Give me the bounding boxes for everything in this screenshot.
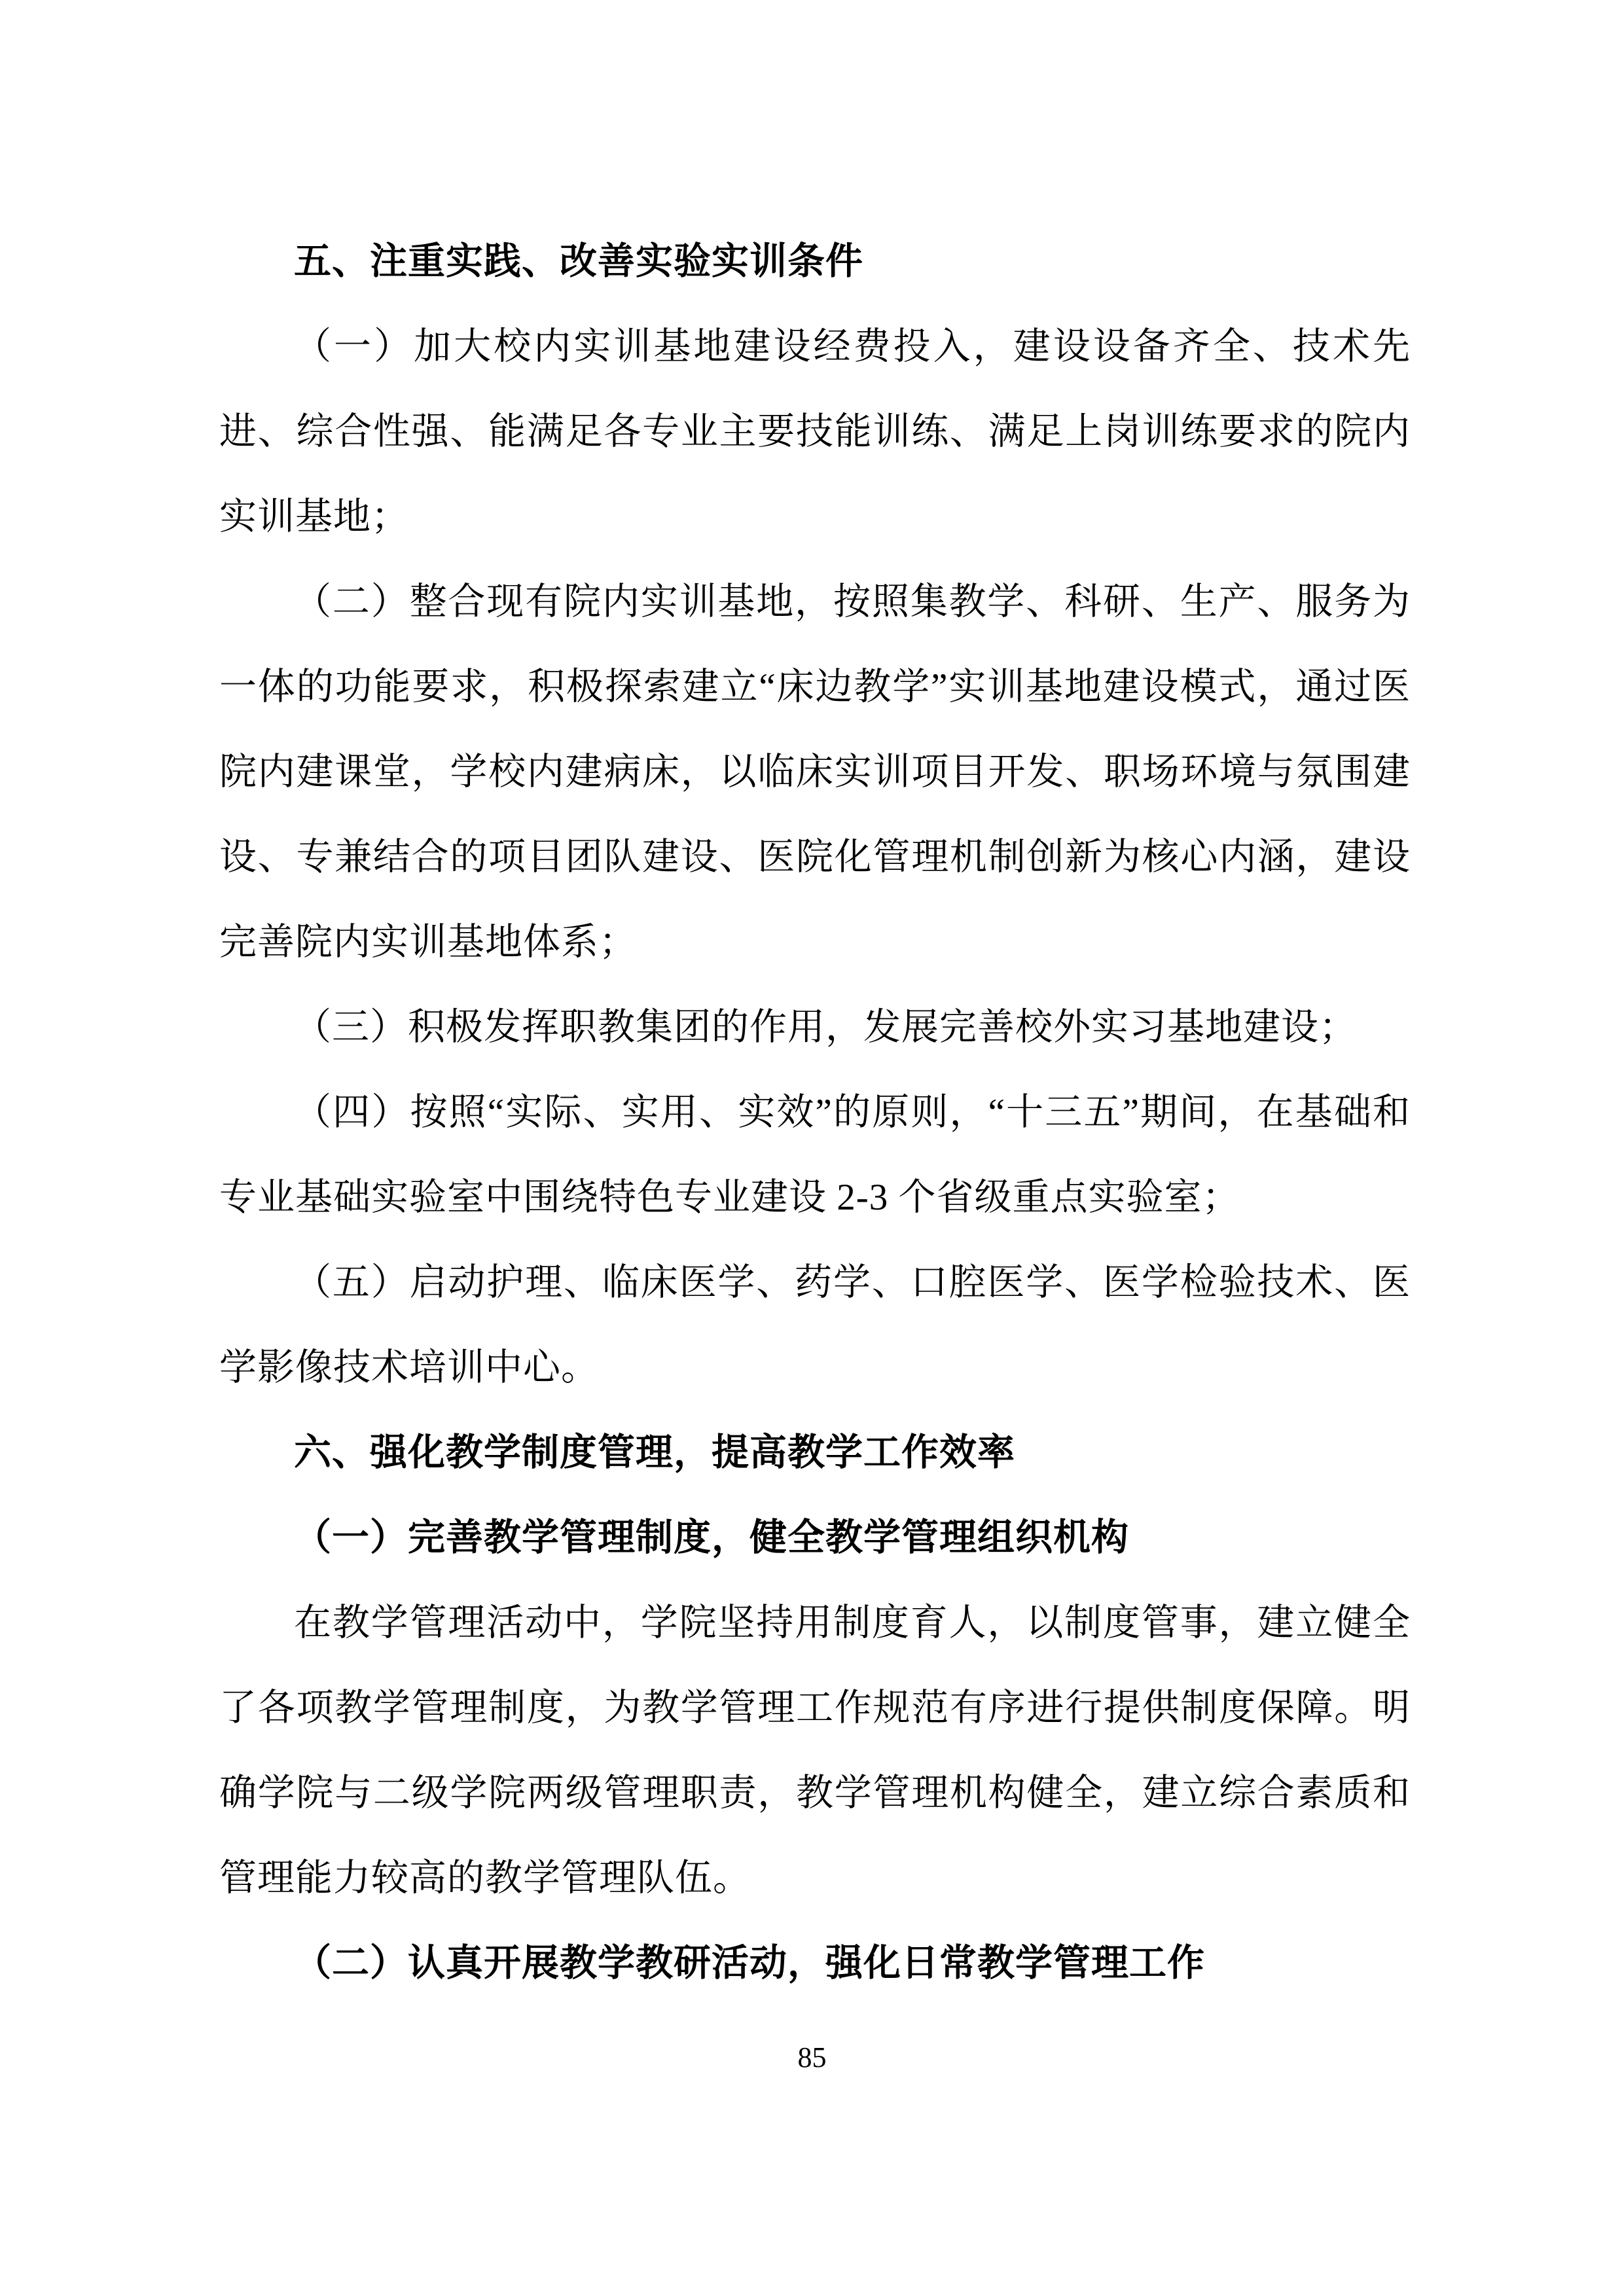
subsection-heading-two: （二）认真开展教学教研活动，强化日常教学管理工作 — [294, 1943, 1205, 1984]
page-number: 85 — [797, 2041, 827, 2073]
paragraph-item-3: （三）积极发挥职教集团的作用，发展完善校外实习基地建设； — [294, 1007, 1357, 1048]
paragraph-item-1: （一）加大校内实训基地建设经费投入，建设设备齐全、技术先进、综合性强、能满足各专业主要技能训练、满足上岗训练要求的院内实训基地； — [219, 326, 1411, 537]
subsection-heading-one: （一）完善教学管理制度，健全教学管理组织机构 — [294, 1517, 1129, 1558]
section-heading-five: 五、注重实践、改善实验实训条件 — [294, 241, 863, 282]
paragraph-item-4: （四）按照“实际、实用、实效”的原则，“十三五”期间，在基础和专业基础实验室中围绕特色专业建设 2-3 个省级重点实验室； — [219, 1092, 1411, 1218]
section-heading-six: 六、强化教学制度管理，提高教学工作效率 — [294, 1432, 1015, 1473]
paragraph-teaching-mgmt: 在教学管理活动中，学院坚持用制度育人，以制度管事，建立健全了各项教学管理制度，为教学管理工作规范有序进行提供制度保障。明确学院与二级学院两级管理职责，教学管理机构健全，建立综合素质和管理能力较高的教学管理队伍。 — [219, 1602, 1411, 1899]
paragraph-item-2: （二）整合现有院内实训基地，按照集教学、科研、生产、服务为一体的功能要求，积极探索建立“床边教学”实训基地建设模式，通过医院内建课堂，学校内建病床，以临床实训项目开发、职场环境与氛围建设、专兼结合的项目团队建设、医院化管理机制创新为核心内涵，建设完善院内实训基地体系； — [219, 581, 1411, 963]
document-body — [219, 219, 1411, 2006]
paragraph-item-5: （五）启动护理、临床医学、药学、口腔医学、医学检验技术、医学影像技术培训中心。 — [219, 1262, 1411, 1388]
